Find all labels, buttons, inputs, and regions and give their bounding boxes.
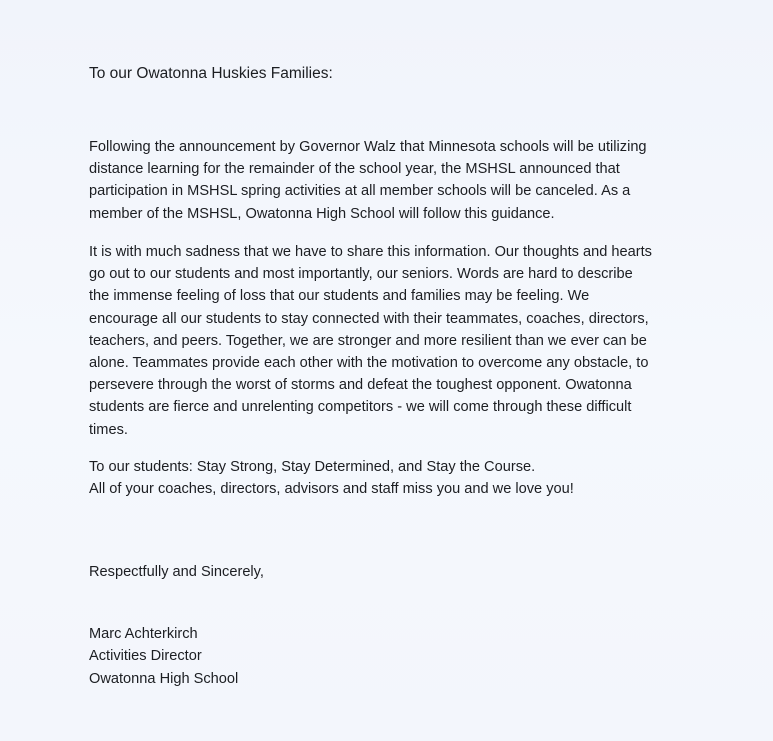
paragraph-line: It is with much sadness that we have to share this information. Our thoughts and hearts [89,244,652,260]
paragraph-line: participation in MSHSL spring activities at all member schools will be canceled. As a [89,183,631,200]
signer-name: Marc Achterkirch [89,626,198,642]
paragraph-line: To our students: Stay Strong, Stay Determined, and Stay the Course. [89,459,536,475]
paragraph-announcement [89,136,647,225]
closing: Respectfully and Sincerely, [89,564,264,580]
paragraph-line: alone. Teammates provide each other with the motivation to overcome any obstacle, to [89,355,649,372]
paragraph-line: member of the MSHSL, Owatonna High School will follow this guidance. [89,205,555,222]
paragraph-line: persevere through the worst of storms and defeat the toughest opponent. Owatonna [89,377,632,394]
paragraph-line: Following the announcement by Governor Walz that Minnesota schools will be utilizing [89,139,647,155]
paragraph-line: times. [89,421,128,438]
paragraph-line: All of your coaches, directors, advisors and staff miss you and we love you! [89,481,574,498]
paragraph-line: the immense feeling of loss that our students and families may be feeling. We [89,288,590,305]
paragraph-line: students are fierce and unrelenting competitors - we will come through these difficult [89,399,632,416]
signature-block [89,623,238,690]
paragraph-line: encourage all our students to stay connected with their teammates, coaches, directors, [89,310,649,327]
paragraph-line: go out to our students and most importantly, our seniors. Words are hard to describe [89,266,633,283]
paragraph-message [89,241,652,441]
salutation: To our Owatonna Huskies Families: [89,65,333,82]
paragraph-line: distance learning for the remainder of the school year, the MSHSL announced that [89,161,620,178]
signer-organization: Owatonna High School [89,670,239,687]
paragraph-students-message [89,456,574,500]
paragraph-line: teachers, and peers. Together, we are stronger and more resilient than we ever can be [89,332,647,349]
signer-title: Activities Director [89,648,202,665]
